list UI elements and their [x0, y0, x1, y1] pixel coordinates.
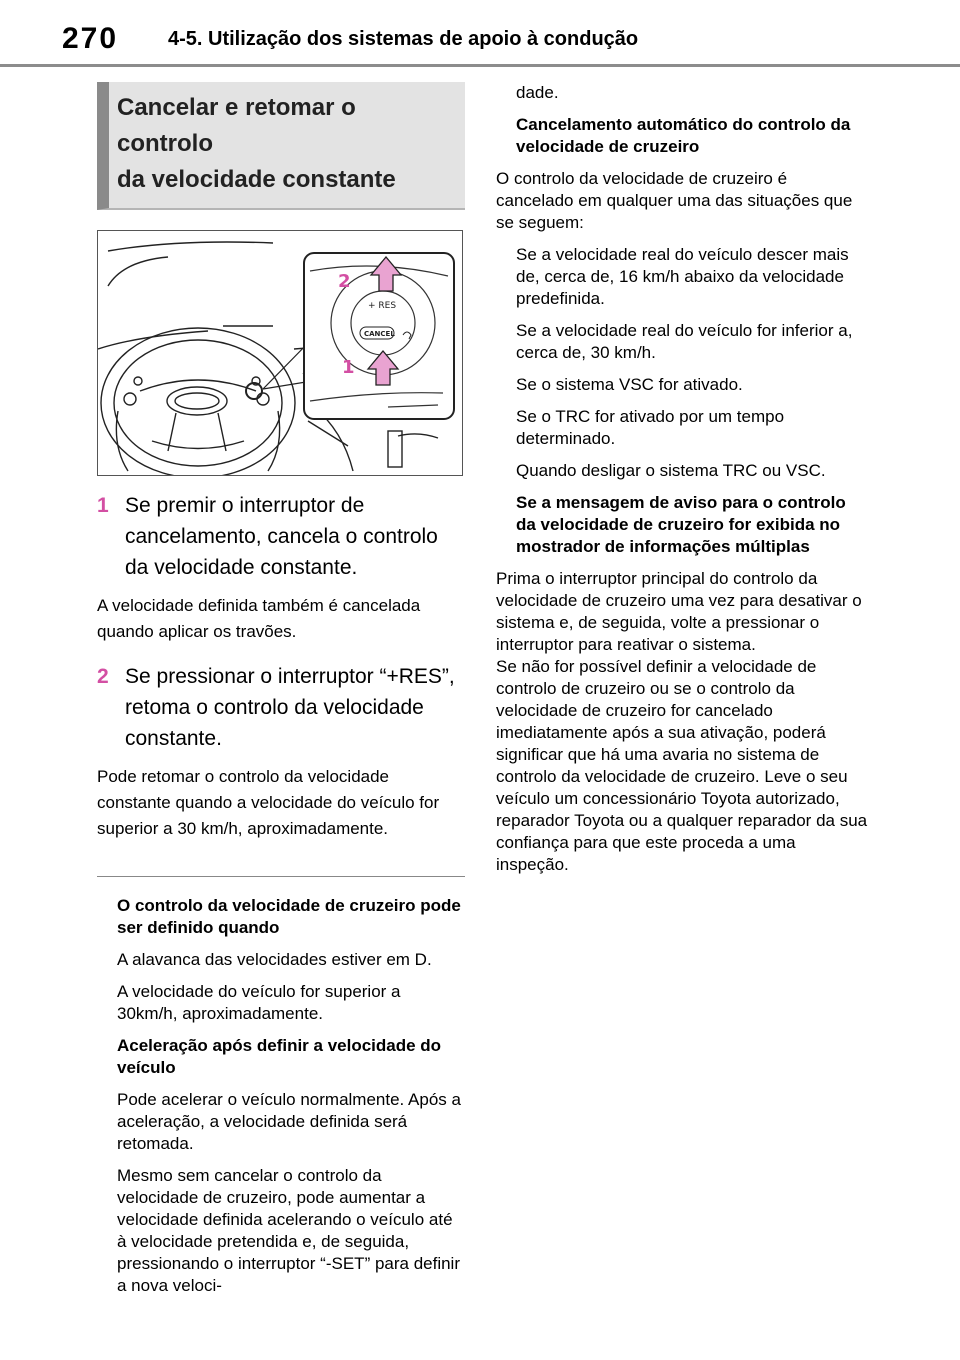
header-divider — [0, 64, 960, 67]
heading-auto-cancel: Cancelamento automático do controlo da velocidade de cruzeiro — [516, 115, 851, 156]
left-column — [97, 82, 465, 1297]
info-heading-acceleration: Aceleração após definir a velocidade do veículo — [117, 1036, 442, 1077]
callout-1: 1 — [342, 357, 355, 378]
step-2-text: Se pressionar o interruptor “+RES”, retoma o controlo da velocidade constante. — [125, 665, 455, 750]
condition-item: Se a velocidade real do veículo for inferior a, cerca de, 30 km/h. — [516, 321, 853, 362]
steering-wheel-drawing — [98, 231, 462, 475]
step-2-note: Pode retomar o controlo da velocidade constante quando a velocidade do veículo for superior a 30 km/h, aproximadamente. — [97, 767, 440, 838]
section-heading-line2: da velocidade constante — [117, 166, 396, 193]
section-heading-line1: Cancelar e retomar o controlo — [117, 94, 356, 157]
info-box — [97, 876, 465, 1297]
info-paragraph: A velocidade do veículo for superior a 30km/h, aproximadamente. — [117, 982, 401, 1023]
condition-item: Quando desligar o sistema TRC ou VSC. — [516, 461, 826, 480]
step-1 — [97, 490, 465, 583]
step-2-number: 2 — [97, 665, 109, 688]
step-1-number: 1 — [97, 494, 109, 517]
paragraph: Prima o interruptor principal do controlo da velocidade de cruzeiro uma vez para desativar o sistema e, de seguida, volte a pressionar o interruptor para reativar o sistema. — [496, 569, 862, 654]
step-1-note: A velocidade definida também é cancelada quando aplicar os travões. — [97, 596, 421, 641]
page-number: 270 — [62, 22, 119, 55]
page-header — [0, 0, 960, 70]
step-1-text: Se premir o interruptor de cancelamento, cancela o controlo da velocidade constante. — [125, 494, 438, 579]
cancel-switch-label: CANCEL — [364, 330, 395, 338]
step-2 — [97, 661, 465, 754]
section-title: 4-5. Utilização dos sistemas de apoio à condução — [168, 28, 639, 50]
condition-item: Se a velocidade real do veículo descer mais de, cerca de, 16 km/h abaixo da velocidade predefinida. — [516, 245, 849, 308]
info-paragraph: A alavanca das velocidades estiver em D. — [117, 950, 432, 969]
steering-wheel-illustration — [97, 230, 463, 476]
heading-warning-message: Se a mensagem de aviso para o controlo da velocidade de cruzeiro for exibida no mostrador de informações múltiplas — [516, 493, 846, 556]
section-heading-box — [97, 82, 465, 210]
info-paragraph: Mesmo sem cancelar o controlo da velocidade de cruzeiro, pode aumentar a velocidade definida acelerando o veículo até à velocidade pretendida e, de seguida, pressionando o interruptor “-SET” para definir a nova veloci- — [117, 1166, 460, 1295]
res-switch-label: + RES — [368, 301, 397, 311]
paragraph: Se não for possível definir a velocidade de controlo de cruzeiro ou se o controlo da velocidade de cruzeiro for cancelado imediatamente após a sua ativação, poderá significar que há uma avaria no sistema de controlo da velocidade de cruzeiro. Leve o seu veículo um concessionário Toyota autorizado, reparador Toyota ou a qualquer reparador da sua confiança para que este proceda a uma inspeção. — [496, 657, 868, 874]
paragraph: O controlo da velocidade de cruzeiro é cancelado em qualquer uma das situações que se seguem: — [496, 169, 853, 232]
condition-item: Se o TRC for ativado por um tempo determinado. — [516, 407, 785, 448]
right-column — [496, 82, 868, 876]
info-heading-set-conditions: O controlo da velocidade de cruzeiro pode ser definido quando — [117, 896, 461, 937]
continued-text: dade. — [516, 83, 559, 102]
callout-2: 2 — [338, 271, 351, 292]
condition-item: Se o sistema VSC for ativado. — [516, 375, 743, 394]
info-paragraph: Pode acelerar o veículo normalmente. Após a aceleração, a velocidade definida será retomada. — [117, 1090, 461, 1153]
